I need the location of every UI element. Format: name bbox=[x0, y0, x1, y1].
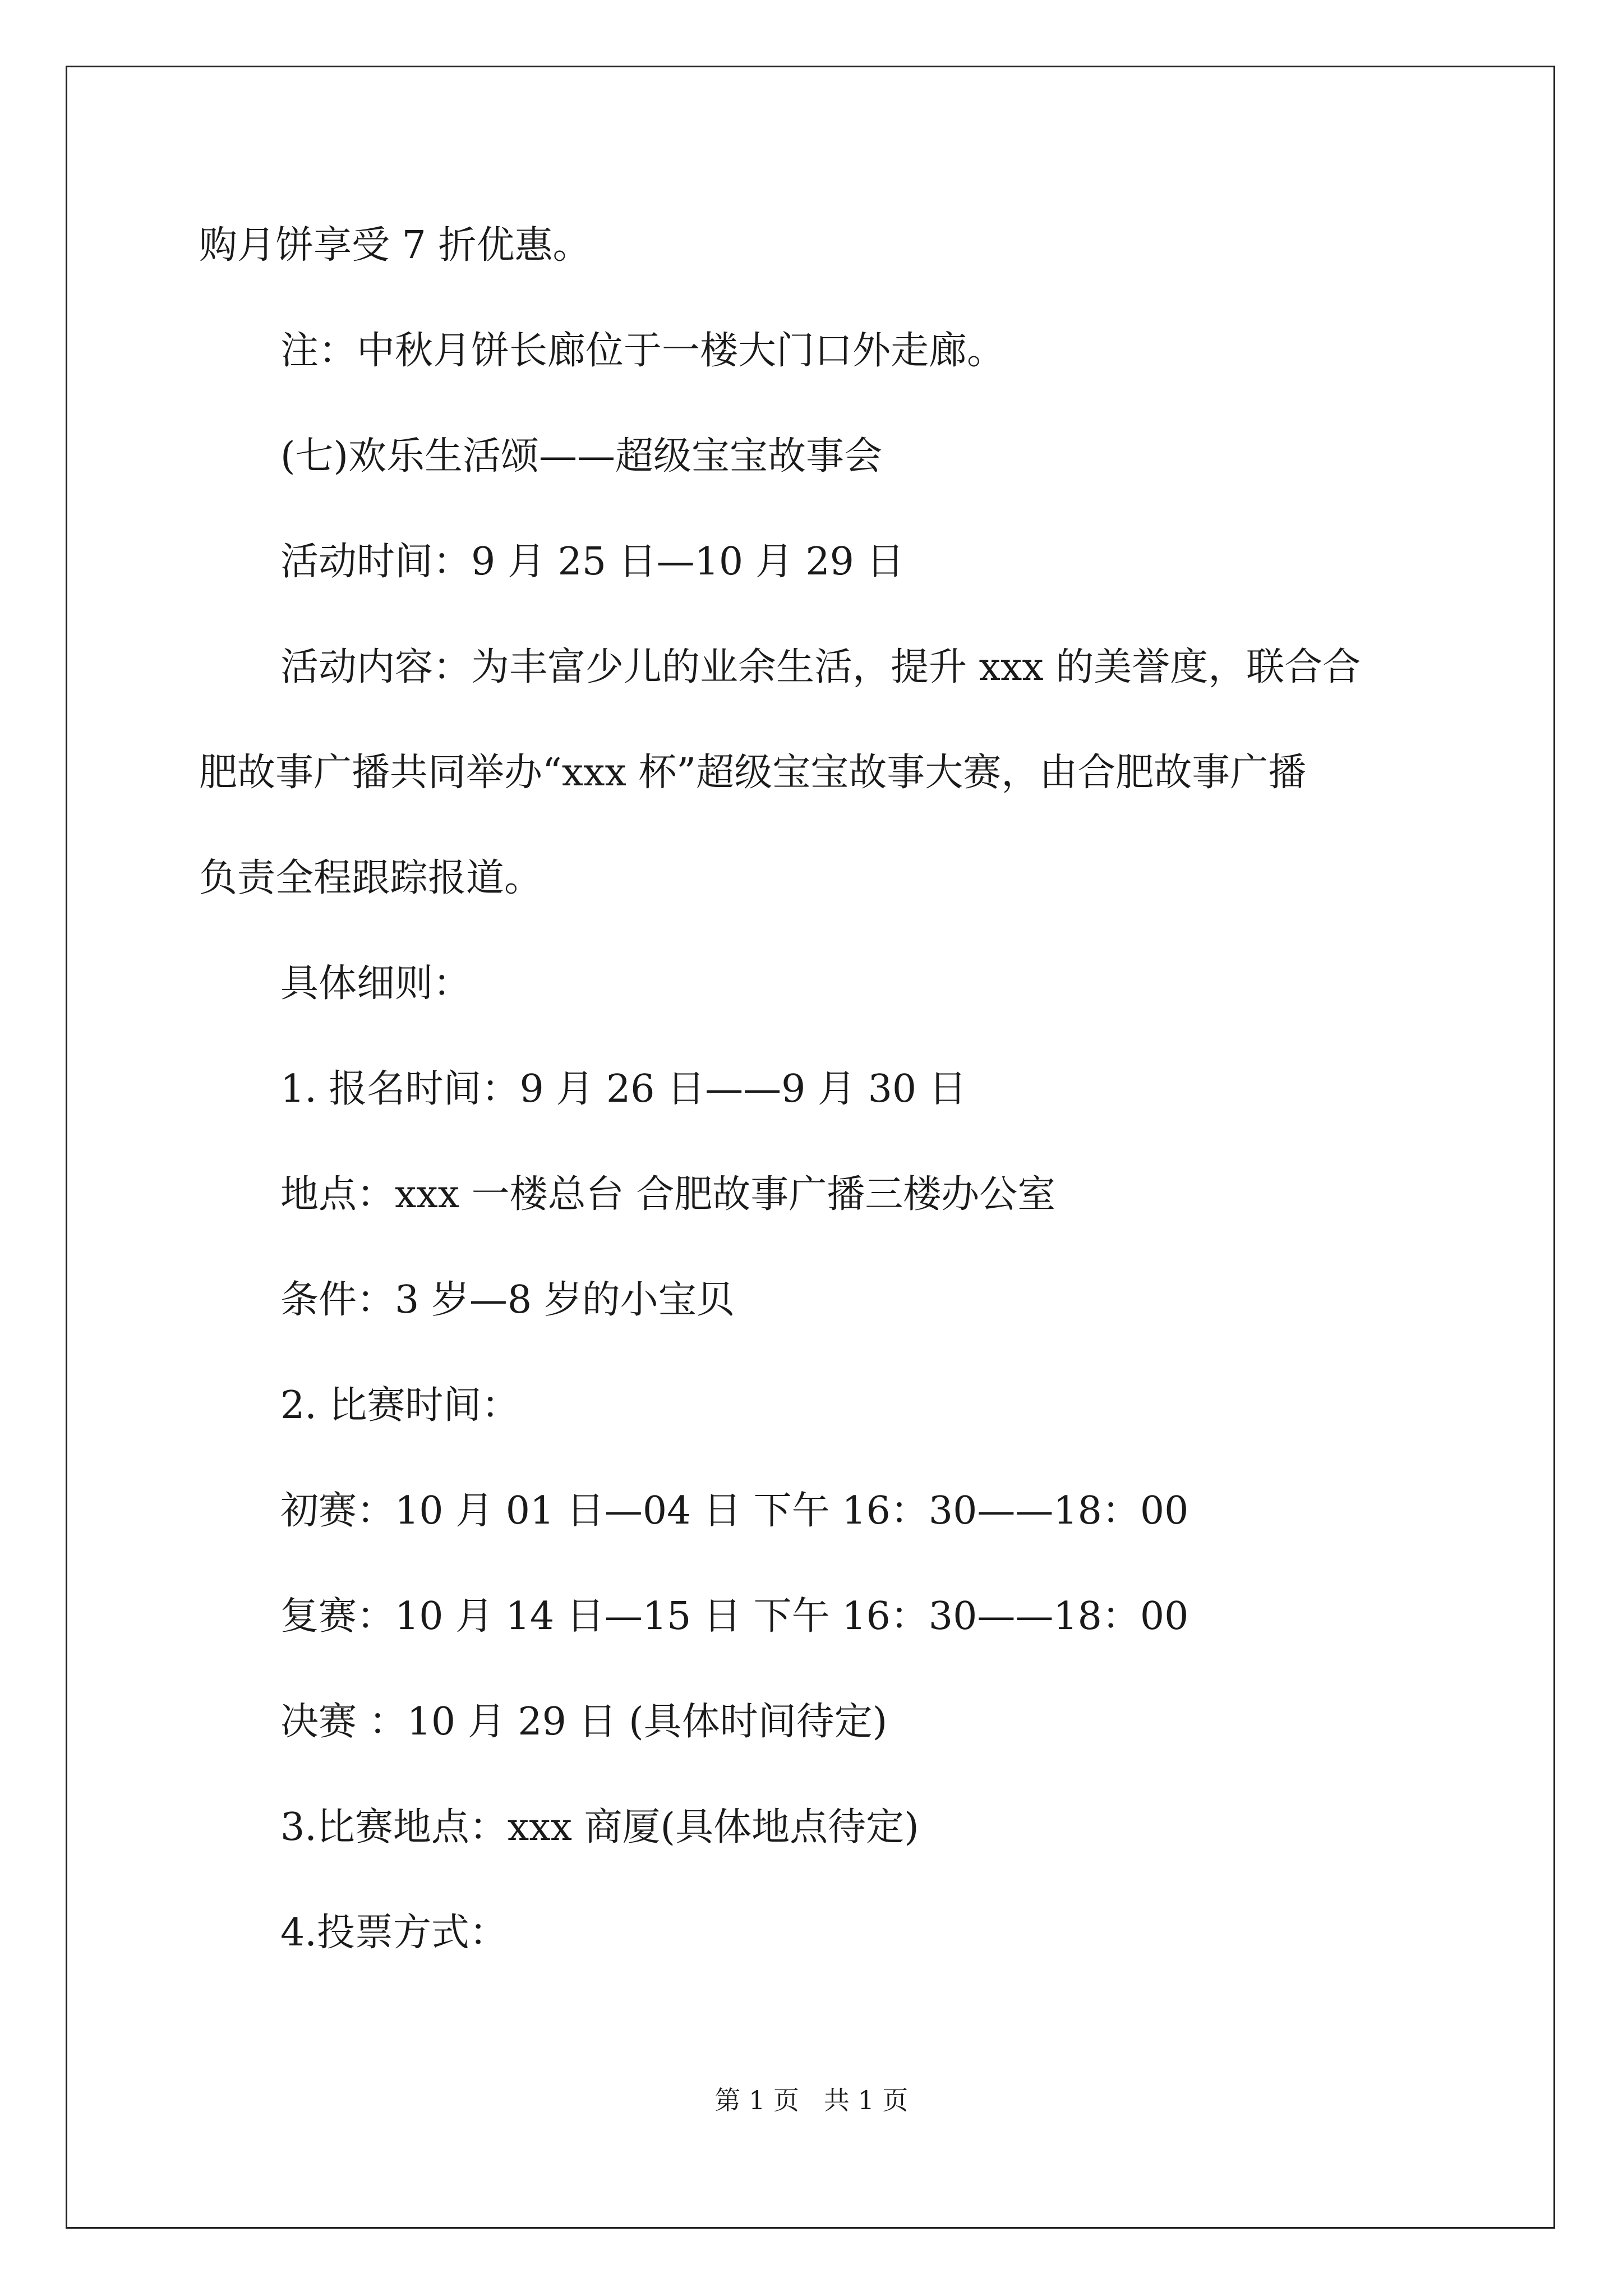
text-line: 4.投票方式： bbox=[280, 1911, 508, 1955]
text-line: 肥故事广播共同举办“xxx 杯”超级宝宝故事大赛，由合肥故事广播 bbox=[199, 751, 1307, 795]
text-line: 地点：xxx 一楼总台 合肥故事广播三楼办公室 bbox=[280, 1172, 1056, 1217]
text-line: 活动内容：为丰富少儿的业余生活，提升 xxx 的美誉度，联合合 bbox=[280, 645, 1361, 689]
text-line: 负责全程跟踪报道。 bbox=[199, 856, 543, 900]
text-line: 条件：3 岁—8 岁的小宝贝 bbox=[280, 1278, 735, 1322]
text-line: 决赛 ：10 月 29 日 (具体时间待定) bbox=[280, 1700, 888, 1744]
text-line: 复赛：10 月 14 日—15 日 下午 16：30——18：00 bbox=[280, 1594, 1189, 1639]
text-line: 3.比赛地点：xxx 商厦(具体地点待定) bbox=[280, 1805, 919, 1849]
text-line: 1. 报名时间：9 月 26 日——9 月 30 日 bbox=[280, 1067, 967, 1111]
text-line: 注：中秋月饼长廊位于一楼大门口外走廊。 bbox=[280, 329, 1006, 373]
text-line: 初赛：10 月 01 日—04 日 下午 16：30——18：00 bbox=[280, 1489, 1189, 1533]
page-number-footer: 第 1 页 共 1 页 bbox=[714, 2085, 909, 2115]
text-line: 具体细则： bbox=[280, 961, 472, 1006]
text-line: 活动时间：9 月 25 日—10 月 29 日 bbox=[280, 540, 905, 584]
text-line: 购月饼享受 7 折优惠。 bbox=[199, 223, 591, 268]
text-line: (七)欢乐生活颂——超级宝宝故事会 bbox=[280, 434, 883, 478]
text-line: 2. 比赛时间： bbox=[280, 1383, 520, 1428]
